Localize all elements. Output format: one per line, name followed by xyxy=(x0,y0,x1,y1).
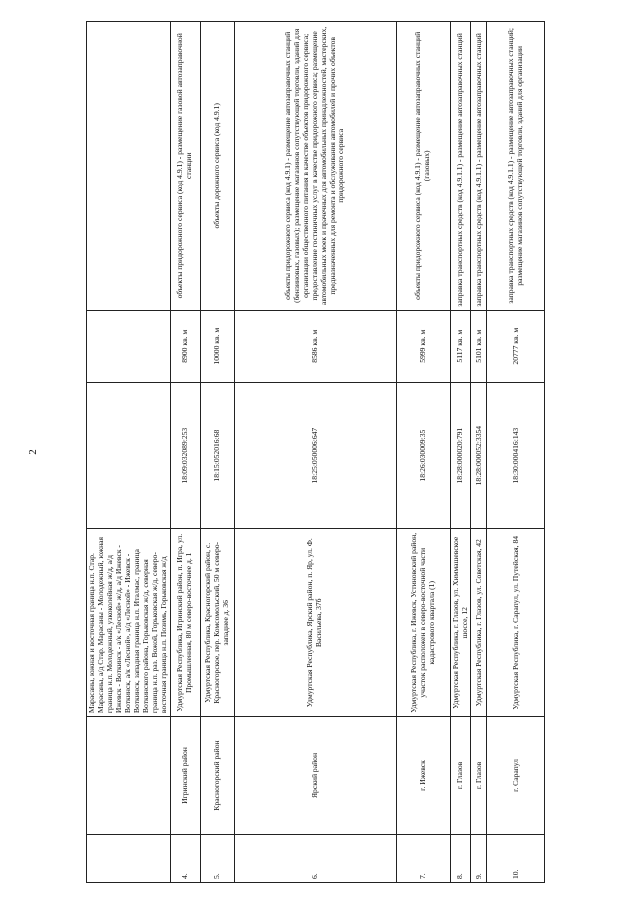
district-cell: Красногорский район xyxy=(200,717,234,835)
location-cell: Марасаны, южная и восточная граница н.п. Стар. Марасаны, а/д Стар. Марасаны - Молодежный, южная граница н.п. Молодежный, узкоколейная ж/д, а/д Ижевск - Воткинск - а/к «Лесной» ж/д, а/д Ижевск - Воткинск, а/к «Лесной», а/д «Лесной» - Ижевск - Воткинск, западная граница н.п. Италмас, граница Воткинского района, Горьковская ж/д, северная граница н.п. раз. Вожой, Горьковская ж/д, северо-восточная граница н.п. Позимь, Горьковская ж/д xyxy=(87,529,171,717)
cadastral-cell: 18:25:050006:647 xyxy=(234,382,396,529)
address-cell: Удмуртская Республика, Ярский район, п. Яр, ул. Ф. Васильева, 37б xyxy=(234,529,396,717)
area-cell: 20777 кв. м xyxy=(487,310,545,382)
cadastral-cell: 18:09:032089:253 xyxy=(170,382,200,529)
district-cell: г. Сарапул xyxy=(487,717,545,835)
address-cell: Удмуртская Республика, г. Ижевск, Устиновский район, участок расположен в северо-восточной части кадастрового квартала (1) xyxy=(396,529,450,717)
use-cell xyxy=(87,22,171,311)
row-number-cell: 10. xyxy=(487,834,545,882)
cadastral-cell: 18:30:000416:143 xyxy=(487,382,545,529)
table-row xyxy=(471,22,487,883)
table-row xyxy=(170,22,200,883)
use-cell: заправка транспортных средств (код 4.9.1.1) - размещение автозаправочных станций; размещение магазинов сопутствующей торговли, зданий для организации xyxy=(487,22,545,311)
row-number-cell: 8. xyxy=(450,834,471,882)
use-cell: заправка транспортных средств (код 4.9.1.1) - размещение автозаправочных станций xyxy=(471,22,487,311)
cadastral-cell xyxy=(87,382,171,529)
address-cell: Удмуртская Республика, Игринский район, п. Игра, ул. Промышленная, 80 м северо-восточнее д. 1 xyxy=(170,529,200,717)
area-cell: 5101 кв. м xyxy=(471,310,487,382)
cadastral-cell: 18:26:030009:35 xyxy=(396,382,450,529)
table-row xyxy=(487,22,545,883)
cadastral-cell: 18:28:000052:3354 xyxy=(471,382,487,529)
address-cell: Удмуртская Республика, г. Глазов, ул. Советская, 42 xyxy=(471,529,487,717)
area-cell: 10000 кв. м xyxy=(200,310,234,382)
table-row xyxy=(87,22,171,883)
address-cell: Удмуртская Республика, г. Сарапул, ул. Путейская, 84 xyxy=(487,529,545,717)
use-cell: объекты придорожного сервиса (код 4.9.1) - размещение газовой автозаправочной станции xyxy=(170,22,200,311)
area-cell: 5999 кв. м xyxy=(396,310,450,382)
area-cell: 5117 кв. м xyxy=(450,310,471,382)
address-cell: Удмуртская Республика, г. Глазов, ул. Химмашевское шоссе, 12 xyxy=(450,529,471,717)
address-cell: Удмуртская Республика, Красногорский район, с. Красногорское, пер. Комсомольский, 50 м северо-западнее д. 36 xyxy=(200,529,234,717)
area-cell: 8900 кв. м xyxy=(170,310,200,382)
row-number-cell: 7. xyxy=(396,834,450,882)
row-number-cell: 9. xyxy=(471,834,487,882)
area-cell xyxy=(87,310,171,382)
table-row xyxy=(200,22,234,883)
use-cell: объекты придорожного сервиса (код 4.9.1) - размещение автозаправочных станций (бензиновых, газовых); размещение магазинов сопутствующей торговли, зданий для организации общественного питания в качестве объектов придорожного сервиса; предоставление гостиничных услуг в качестве придорожного сервиса; размещение автомобильных моек и прачечных для автомобильных принадлежностей, мастерских, предназначенных для ремонта и обслуживания автомобилей и прочих объектов придорожного сервиса xyxy=(234,22,396,311)
area-cell: 8586 кв. м xyxy=(234,310,396,382)
land-plots-table xyxy=(86,21,626,883)
district-cell: Игринский район xyxy=(170,717,200,835)
table-row xyxy=(450,22,471,883)
district-cell: г. Глазов xyxy=(450,717,471,835)
row-number-cell: 6. xyxy=(234,834,396,882)
cadastral-cell: 18:15:052016:68 xyxy=(200,382,234,529)
district-cell: Ярский район xyxy=(234,717,396,835)
use-cell: заправка транспортных средств (код 4.9.1.1) - размещение автозаправочных станций xyxy=(450,22,471,311)
district-cell xyxy=(87,717,171,835)
use-cell: объекты придорожного сервиса (код 4.9.1) - размещение автозаправочных станций (газовых) xyxy=(396,22,450,311)
row-number-cell: 4. xyxy=(170,834,200,882)
table-row xyxy=(234,22,396,883)
cadastral-cell: 18:28:000020:791 xyxy=(450,382,471,529)
rotated-table-region xyxy=(86,0,636,905)
table-row xyxy=(396,22,450,883)
district-cell: г. Глазов xyxy=(471,717,487,835)
use-cell: объекты дорожного сервиса (код 4.9.1) xyxy=(200,22,234,311)
page-number: 2 xyxy=(27,449,39,455)
row-number-cell: 5. xyxy=(200,834,234,882)
row-number-cell xyxy=(87,834,171,882)
district-cell: г. Ижевск xyxy=(396,717,450,835)
